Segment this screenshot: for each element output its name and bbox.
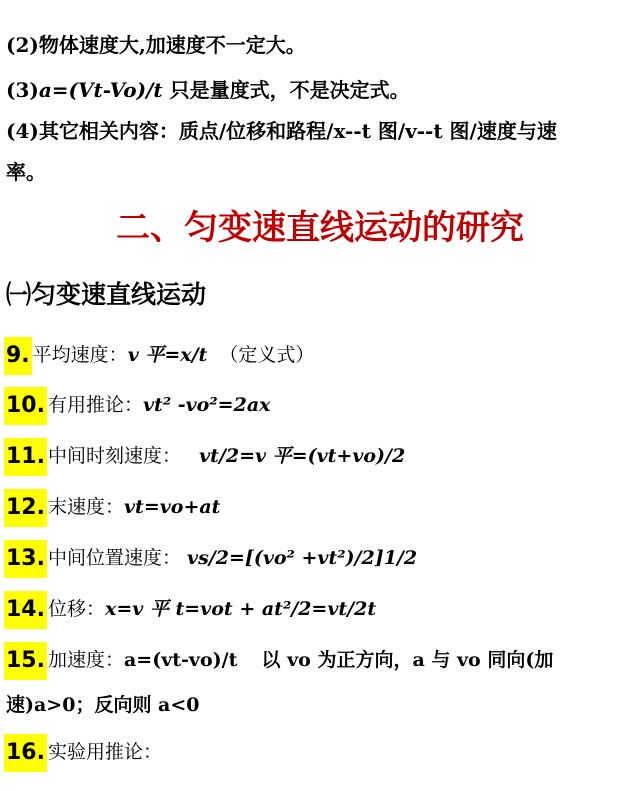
item-text: 以 vo 为正方向，a 与 vo 同向(加 bbox=[261, 649, 554, 671]
intro-line-1: (2)物体速度大,加速度不一定大。 bbox=[6, 33, 306, 57]
formula-item-15-continuation: 速)a>0；反向则 a<0 bbox=[6, 694, 200, 716]
formula-item-13 bbox=[4, 539, 417, 578]
item-number: 12. bbox=[4, 489, 47, 527]
item-label: 末速度： bbox=[47, 496, 124, 518]
intro-line-2 bbox=[6, 76, 410, 104]
formula-item-9 bbox=[4, 336, 314, 375]
item-formula: a=(vt-vo)/t bbox=[124, 649, 238, 671]
formula-item-11 bbox=[4, 437, 405, 476]
item-label: 平均速度： bbox=[32, 344, 128, 366]
item-formula: vt=vo+at bbox=[124, 496, 221, 518]
formula-item-16 bbox=[4, 733, 162, 772]
item-label: 位移： bbox=[47, 598, 105, 620]
item-label: 实验用推论： bbox=[47, 741, 162, 763]
item-label: 中间时刻速度： bbox=[47, 445, 181, 467]
item-formula: v 平=x/t bbox=[127, 344, 208, 366]
item-number: 16. bbox=[4, 734, 47, 772]
intro-line-4: 率。 bbox=[6, 160, 46, 184]
item-number: 14. bbox=[4, 591, 47, 629]
intro-line-2-text: 只是量度式，不是决定式。 bbox=[162, 78, 410, 102]
section-title: 二、匀变速直线运动的研究 bbox=[116, 208, 524, 248]
item-label: 中间位置速度： bbox=[47, 547, 181, 569]
item-number: 11. bbox=[4, 438, 47, 476]
item-number: 10. bbox=[4, 387, 47, 425]
item-formula: vt² -vo²=2ax bbox=[143, 394, 271, 416]
item-number: 15. bbox=[4, 642, 47, 680]
formula-item-12 bbox=[4, 488, 220, 527]
item-number: 9. bbox=[4, 337, 32, 375]
formula-item-14 bbox=[4, 590, 376, 629]
intro-line-2-prefix: (3) bbox=[6, 78, 39, 102]
item-formula: vt/2=v 平=(vt+vo)/2 bbox=[199, 445, 406, 467]
item-note: （定义式） bbox=[219, 344, 315, 366]
intro-line-2-formula: a=(Vt-Vo)/t bbox=[38, 78, 163, 102]
subsection-title: ㈠匀变速直线运动 bbox=[6, 280, 207, 309]
intro-line-3: (4)其它相关内容：质点/位移和路程/x--t 图/v--t 图/速度与速 bbox=[6, 119, 557, 143]
item-label: 加速度： bbox=[47, 649, 124, 671]
formula-item-15 bbox=[4, 641, 553, 680]
item-formula: vs/2=[(vo² +vt²)/2]1/2 bbox=[187, 547, 418, 569]
item-formula: x=v 平 t=vot + at²/2=vt/2t bbox=[105, 598, 377, 620]
formula-item-10 bbox=[4, 386, 270, 425]
item-number: 13. bbox=[4, 540, 47, 578]
item-label: 有用推论： bbox=[47, 394, 143, 416]
